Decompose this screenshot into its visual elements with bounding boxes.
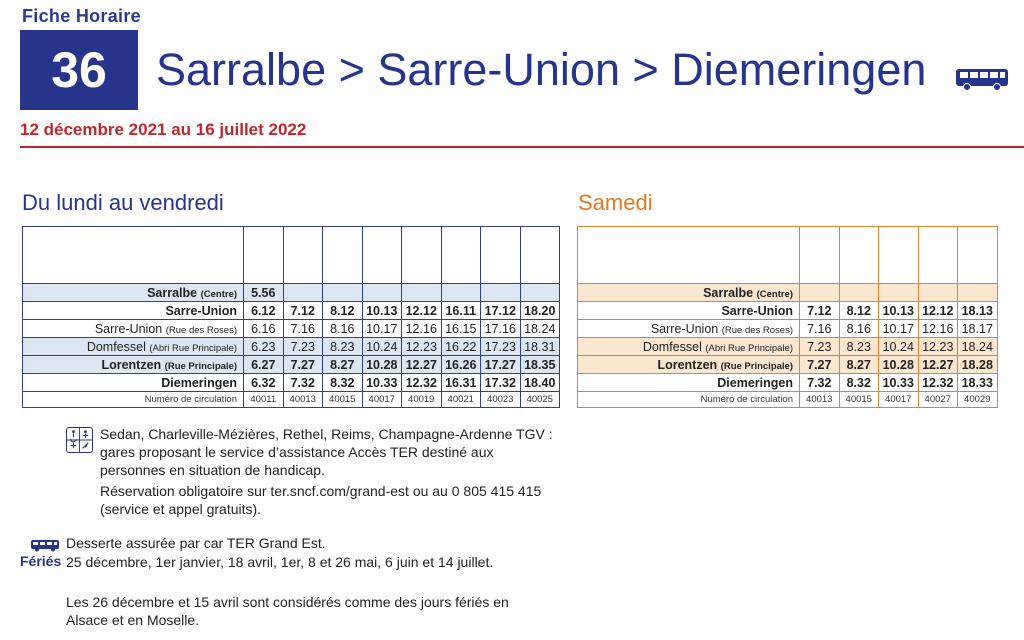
stop-detail: (Rue des Roses): [721, 324, 793, 336]
stop-header-cell: [578, 227, 800, 284]
bus-service-note: Desserte assurée par car TER Grand Est.: [66, 535, 326, 551]
time-cell: [800, 284, 840, 302]
circulation-number: 40013: [283, 392, 323, 408]
stop-detail: (Rue Principale): [164, 360, 237, 372]
time-cell: 10.28: [362, 356, 402, 374]
time-cell: 6.27: [244, 356, 284, 374]
stop-name: Lorentzen: [101, 357, 162, 372]
stop-name-cell: [578, 338, 800, 356]
stop-name-cell: [578, 374, 800, 392]
circulation-number: 40021: [441, 392, 481, 408]
time-cell: 5.56: [244, 284, 284, 302]
time-cell: 18.33: [958, 374, 998, 392]
circulation-number: 40025: [520, 392, 560, 408]
time-cell: 16.11: [441, 302, 481, 320]
stop-name: Domfessel: [642, 339, 702, 354]
train-header-cell: [283, 227, 323, 284]
time-cell: 18.17: [958, 320, 998, 338]
table-row: [23, 356, 560, 374]
stop-name-cell: [23, 374, 244, 392]
time-cell: 12.12: [402, 302, 442, 320]
stop-name: Sarre-Union: [650, 321, 719, 336]
time-cell: 18.35: [520, 356, 560, 374]
time-cell: 16.31: [441, 374, 481, 392]
train-header-cell: [520, 227, 560, 284]
time-cell: 7.23: [283, 338, 323, 356]
time-cell: 10.28: [879, 356, 919, 374]
stop-name-cell: [578, 356, 800, 374]
table-header-row: [578, 227, 998, 284]
time-cell: 16.26: [441, 356, 481, 374]
table-row: [578, 302, 998, 320]
time-cell: 10.13: [879, 302, 919, 320]
table-row: [578, 356, 998, 374]
stop-detail: (Centre): [756, 288, 793, 300]
time-cell: 7.27: [800, 356, 840, 374]
weekday-timetable: [22, 226, 560, 408]
time-cell: 12.27: [918, 356, 958, 374]
stop-name-cell: [23, 338, 244, 356]
time-cell: [323, 284, 363, 302]
holidays-note: 25 décembre, 1er janvier, 18 avril, 1er, 8 et 26 mai, 6 juin et 14 juillet.: [66, 554, 494, 570]
time-cell: 16.15: [441, 320, 481, 338]
time-cell: [958, 284, 998, 302]
train-header-cell: [958, 227, 998, 284]
stop-name: Domfessel: [86, 339, 146, 354]
validity-period: 12 décembre 2021 au 16 juillet 2022: [20, 120, 307, 139]
stop-name-cell: [23, 356, 244, 374]
table-row: [578, 320, 998, 338]
time-cell: [362, 284, 402, 302]
time-cell: [481, 284, 521, 302]
time-cell: 8.23: [839, 338, 879, 356]
time-cell: 17.16: [481, 320, 521, 338]
table-row: [578, 338, 998, 356]
table-row: [23, 302, 560, 320]
accessibility-icon: [66, 427, 93, 453]
train-header-cell: [362, 227, 402, 284]
circulation-number: 40011: [244, 392, 284, 408]
time-cell: 8.27: [839, 356, 879, 374]
header-divider: [20, 146, 1024, 148]
circulation-label: Numéro de circulation: [578, 392, 800, 408]
time-cell: 8.12: [323, 302, 363, 320]
stop-detail: (Abri Rue Principale): [705, 342, 793, 354]
circulation-number: 40027: [918, 392, 958, 408]
time-cell: 6.12: [244, 302, 284, 320]
accessibility-note: Sedan, Charleville-Mézières, Rethel, Reims, Champagne-Ardenne TGV : gares proposant le service d’assistance Accès TER destiné aux personnes en situation de handicap.: [100, 426, 553, 478]
time-cell: 18.40: [520, 374, 560, 392]
train-header-cell: [481, 227, 521, 284]
stop-name: Lorentzen: [657, 357, 718, 372]
circulation-number: 40017: [362, 392, 402, 408]
time-cell: 8.23: [323, 338, 363, 356]
time-cell: 7.27: [283, 356, 323, 374]
stop-detail: (Rue des Roses): [165, 324, 237, 336]
stop-name: Sarralbe: [147, 285, 198, 300]
fiche-horaire-label: Fiche Horaire: [22, 6, 141, 26]
circulation-number: 40023: [481, 392, 521, 408]
train-header-cell: [441, 227, 481, 284]
table-row: [578, 374, 998, 392]
circulation-number: 40017: [879, 392, 919, 408]
time-cell: 8.27: [323, 356, 363, 374]
time-cell: 8.16: [323, 320, 363, 338]
route-title: Sarralbe > Sarre-Union > Diemeringen: [156, 44, 927, 95]
time-cell: 6.16: [244, 320, 284, 338]
circulation-number: 40013: [800, 392, 840, 408]
time-cell: 8.32: [839, 374, 879, 392]
stop-header-cell: [23, 227, 244, 284]
time-cell: [520, 284, 560, 302]
time-cell: 18.28: [958, 356, 998, 374]
time-cell: 10.13: [362, 302, 402, 320]
time-cell: 17.27: [481, 356, 521, 374]
time-cell: 16.22: [441, 338, 481, 356]
time-cell: 18.31: [520, 338, 560, 356]
train-header-cell: [918, 227, 958, 284]
time-cell: 10.33: [879, 374, 919, 392]
weekday-title: Du lundi au vendredi: [22, 190, 224, 215]
train-header-cell: [323, 227, 363, 284]
time-cell: [879, 284, 919, 302]
time-cell: 10.17: [879, 320, 919, 338]
stop-detail: (Centre): [200, 288, 237, 300]
time-cell: 17.12: [481, 302, 521, 320]
time-cell: 10.33: [362, 374, 402, 392]
time-cell: 18.20: [520, 302, 560, 320]
time-cell: 8.12: [839, 302, 879, 320]
time-cell: 18.24: [520, 320, 560, 338]
holidays-label: Fériés: [20, 553, 62, 569]
train-header-cell: [879, 227, 919, 284]
circulation-number: 40015: [839, 392, 879, 408]
time-cell: 8.32: [323, 374, 363, 392]
line-number-badge: 36: [20, 30, 138, 110]
time-cell: [283, 284, 323, 302]
time-cell: 12.23: [918, 338, 958, 356]
circulation-label: Numéro de circulation: [23, 392, 244, 408]
time-cell: 6.32: [244, 374, 284, 392]
stop-name: Sarralbe: [703, 285, 754, 300]
time-cell: 17.32: [481, 374, 521, 392]
time-cell: 6.23: [244, 338, 284, 356]
time-cell: 10.17: [362, 320, 402, 338]
train-header-cell: [800, 227, 840, 284]
time-cell: 7.32: [283, 374, 323, 392]
table-row: [23, 374, 560, 392]
time-cell: 10.24: [362, 338, 402, 356]
reservation-note: Réservation obligatoire sur ter.sncf.com/grand-est ou au 0 805 415 415 (service et appel gratuits).: [100, 483, 542, 517]
time-cell: 18.13: [958, 302, 998, 320]
time-cell: 7.23: [800, 338, 840, 356]
time-cell: 7.16: [800, 320, 840, 338]
time-cell: 7.12: [800, 302, 840, 320]
saturday-title: Samedi: [578, 190, 653, 215]
time-cell: 17.23: [481, 338, 521, 356]
train-header-cell: [402, 227, 442, 284]
time-cell: 12.12: [918, 302, 958, 320]
stop-name-cell: [23, 320, 244, 338]
bus-icon: [30, 539, 60, 552]
circulation-row: [578, 392, 998, 408]
time-cell: [441, 284, 481, 302]
stop-name-cell: [23, 302, 244, 320]
holidays-extra-note: Les 26 décembre et 15 avril sont considérés comme des jours fériés en Alsace et en Moselle.: [66, 594, 509, 628]
train-header-cell: [244, 227, 284, 284]
time-cell: 12.32: [402, 374, 442, 392]
stop-detail: (Abri Rue Principale): [149, 342, 237, 354]
time-cell: 7.12: [283, 302, 323, 320]
time-cell: 10.24: [879, 338, 919, 356]
bus-icon: [955, 67, 1009, 91]
stop-name: Diemeringen: [161, 375, 237, 390]
time-cell: [402, 284, 442, 302]
time-cell: 12.23: [402, 338, 442, 356]
time-cell: 12.16: [402, 320, 442, 338]
circulation-row: [23, 392, 560, 408]
stop-name-cell: [578, 302, 800, 320]
stop-name: Sarre-Union: [721, 303, 793, 318]
time-cell: 12.32: [918, 374, 958, 392]
table-row: [578, 284, 998, 302]
time-cell: 7.32: [800, 374, 840, 392]
table-row: [23, 338, 560, 356]
stop-name-cell: [23, 284, 244, 302]
circulation-number: 40029: [958, 392, 998, 408]
stop-name: Sarre-Union: [165, 303, 237, 318]
time-cell: 12.27: [402, 356, 442, 374]
table-header-row: [23, 227, 560, 284]
circulation-number: 40019: [402, 392, 442, 408]
saturday-timetable: [577, 226, 998, 408]
train-header-cell: [839, 227, 879, 284]
stop-detail: (Rue Principale): [720, 360, 793, 372]
time-cell: 7.16: [283, 320, 323, 338]
table-row: [23, 320, 560, 338]
time-cell: 18.24: [958, 338, 998, 356]
table-row: [23, 284, 560, 302]
time-cell: 8.16: [839, 320, 879, 338]
circulation-number: 40015: [323, 392, 363, 408]
time-cell: [839, 284, 879, 302]
stop-name: Diemeringen: [717, 375, 793, 390]
stop-name-cell: [578, 320, 800, 338]
time-cell: [918, 284, 958, 302]
stop-name-cell: [578, 284, 800, 302]
stop-name: Sarre-Union: [94, 321, 163, 336]
time-cell: 12.16: [918, 320, 958, 338]
